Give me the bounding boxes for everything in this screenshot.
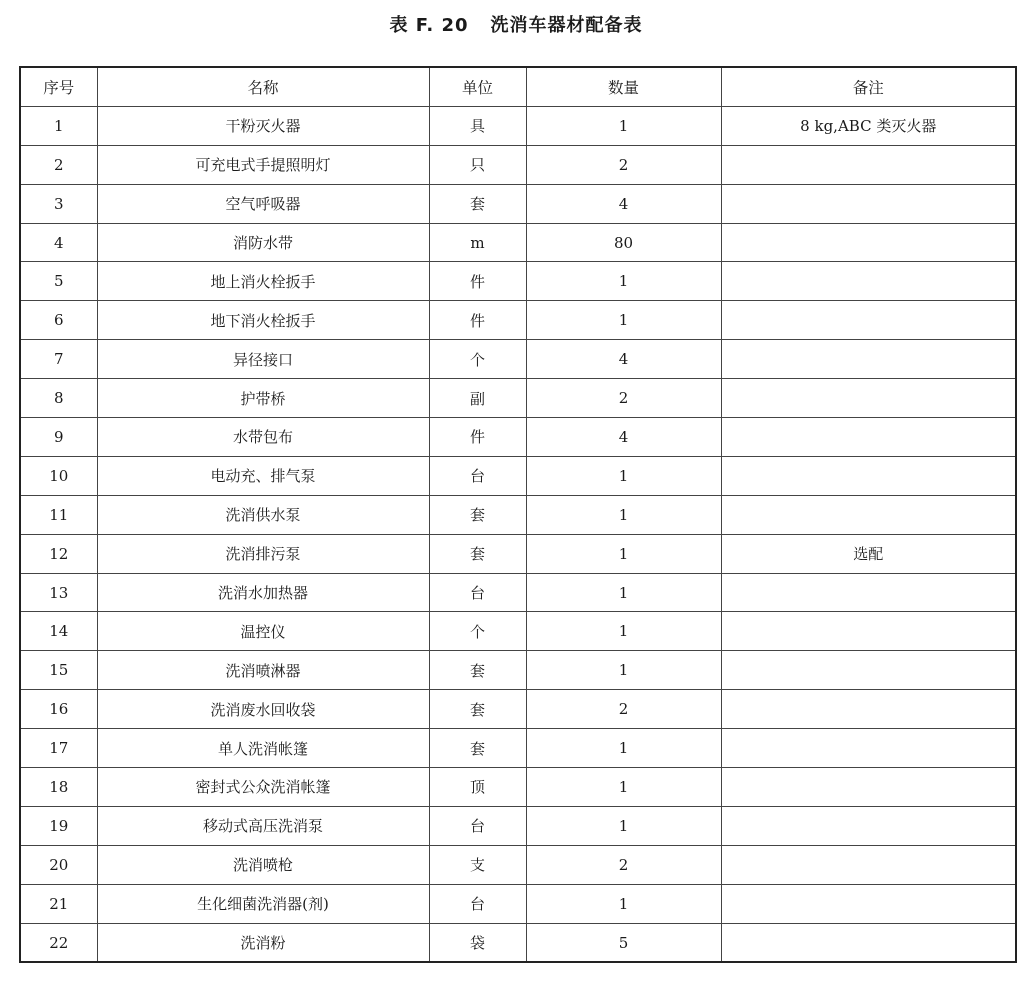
cell-name: 洗消粉 [97,923,429,962]
cell-name: 温控仪 [97,612,429,651]
cell-name: 洗消水加热器 [97,573,429,612]
cell-note [721,495,1016,534]
cell-note [721,456,1016,495]
cell-seq: 14 [20,612,97,651]
table-title: 洗消车器材配备表 [490,15,643,36]
cell-seq: 6 [20,301,97,340]
table-row [20,379,1016,418]
cell-note [721,845,1016,884]
cell-seq: 8 [20,379,97,418]
table-row [20,184,1016,223]
cell-note [721,690,1016,729]
cell-name: 洗消喷枪 [97,845,429,884]
cell-seq: 5 [20,262,97,301]
cell-unit: 只 [429,145,526,184]
cell-note [721,184,1016,223]
cell-unit: 具 [429,106,526,145]
cell-note: 8 kg,ABC 类灭火器 [721,106,1016,145]
cell-name: 洗消喷淋器 [97,651,429,690]
cell-qty: 2 [526,845,721,884]
cell-qty: 1 [526,262,721,301]
cell-qty: 4 [526,340,721,379]
table-row [20,262,1016,301]
cell-name: 可充电式手提照明灯 [97,145,429,184]
equipment-table [19,66,1017,963]
cell-qty: 1 [526,768,721,807]
table-row [20,456,1016,495]
table-row [20,106,1016,145]
cell-name: 洗消废水回收袋 [97,690,429,729]
cell-seq: 22 [20,923,97,962]
cell-name: 单人洗消帐篷 [97,729,429,768]
cell-unit: 件 [429,262,526,301]
cell-note [721,729,1016,768]
cell-seq: 7 [20,340,97,379]
cell-unit: 副 [429,379,526,418]
cell-unit: 个 [429,340,526,379]
cell-name: 异径接口 [97,340,429,379]
table-row [20,806,1016,845]
table-row [20,573,1016,612]
cell-name: 护带桥 [97,379,429,418]
table-row [20,612,1016,651]
table-body [20,106,1016,962]
cell-note [721,145,1016,184]
cell-note [721,340,1016,379]
table-row [20,340,1016,379]
cell-unit: 个 [429,612,526,651]
table-row [20,651,1016,690]
cell-qty: 1 [526,456,721,495]
cell-seq: 10 [20,456,97,495]
cell-seq: 9 [20,418,97,457]
cell-seq: 16 [20,690,97,729]
table-row [20,418,1016,457]
header-name: 名称 [97,67,429,106]
cell-unit: 件 [429,418,526,457]
cell-qty: 1 [526,106,721,145]
cell-qty: 1 [526,573,721,612]
cell-name: 空气呼吸器 [97,184,429,223]
cell-qty: 1 [526,651,721,690]
cell-name: 消防水带 [97,223,429,262]
table-row [20,845,1016,884]
cell-qty: 1 [526,884,721,923]
cell-seq: 17 [20,729,97,768]
cell-unit: m [429,223,526,262]
cell-name: 水带包布 [97,418,429,457]
table-row [20,223,1016,262]
cell-note [721,923,1016,962]
cell-seq: 12 [20,534,97,573]
table-row [20,145,1016,184]
cell-seq: 19 [20,806,97,845]
cell-qty: 1 [526,301,721,340]
cell-qty: 2 [526,145,721,184]
table-row [20,690,1016,729]
table-header-row [20,67,1016,106]
cell-unit: 件 [429,301,526,340]
cell-unit: 台 [429,456,526,495]
cell-note [721,573,1016,612]
cell-name: 移动式高压洗消泵 [97,806,429,845]
cell-qty: 4 [526,418,721,457]
cell-qty: 5 [526,923,721,962]
cell-name: 密封式公众洗消帐篷 [97,768,429,807]
cell-seq: 3 [20,184,97,223]
table-row [20,884,1016,923]
cell-note [721,651,1016,690]
header-note: 备注 [721,67,1016,106]
cell-qty: 1 [526,729,721,768]
cell-unit: 套 [429,534,526,573]
cell-qty: 1 [526,806,721,845]
cell-name: 电动充、排气泵 [97,456,429,495]
cell-qty: 80 [526,223,721,262]
cell-note [721,806,1016,845]
cell-unit: 套 [429,495,526,534]
cell-unit: 套 [429,651,526,690]
cell-name: 干粉灭火器 [97,106,429,145]
table-row [20,301,1016,340]
cell-seq: 15 [20,651,97,690]
cell-qty: 4 [526,184,721,223]
cell-seq: 13 [20,573,97,612]
cell-note [721,884,1016,923]
cell-seq: 1 [20,106,97,145]
table-row [20,768,1016,807]
cell-name: 洗消供水泵 [97,495,429,534]
cell-seq: 2 [20,145,97,184]
header-unit: 单位 [429,67,526,106]
cell-qty: 1 [526,534,721,573]
cell-qty: 1 [526,612,721,651]
cell-seq: 18 [20,768,97,807]
cell-qty: 2 [526,690,721,729]
cell-unit: 套 [429,729,526,768]
cell-name: 地上消火栓扳手 [97,262,429,301]
cell-note [721,262,1016,301]
cell-unit: 支 [429,845,526,884]
cell-unit: 袋 [429,923,526,962]
cell-unit: 台 [429,806,526,845]
table-row [20,534,1016,573]
cell-name: 地下消火栓扳手 [97,301,429,340]
cell-unit: 台 [429,573,526,612]
cell-note [721,612,1016,651]
cell-unit: 套 [429,690,526,729]
cell-name: 洗消排污泵 [97,534,429,573]
header-qty: 数量 [526,67,721,106]
cell-unit: 台 [429,884,526,923]
cell-seq: 11 [20,495,97,534]
table-row [20,495,1016,534]
cell-unit: 套 [429,184,526,223]
cell-note [721,418,1016,457]
cell-seq: 4 [20,223,97,262]
cell-name: 生化细菌洗消器(剂) [97,884,429,923]
cell-note [721,301,1016,340]
cell-note [721,379,1016,418]
header-seq: 序号 [20,67,97,106]
table-row [20,923,1016,962]
cell-unit: 顶 [429,768,526,807]
cell-note: 选配 [721,534,1016,573]
table-row [20,729,1016,768]
cell-qty: 1 [526,495,721,534]
cell-note [721,768,1016,807]
table-caption [0,12,1032,40]
cell-seq: 21 [20,884,97,923]
table-number: 表 F. 20 [389,15,469,36]
cell-seq: 20 [20,845,97,884]
cell-qty: 2 [526,379,721,418]
cell-note [721,223,1016,262]
